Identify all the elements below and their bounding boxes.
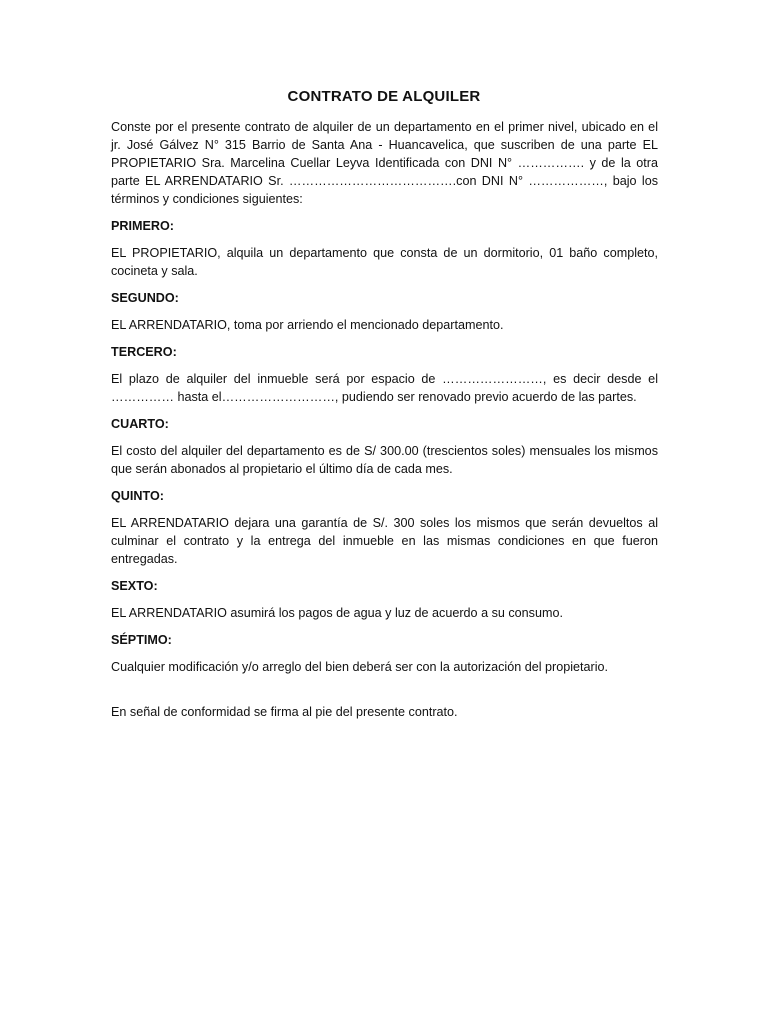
clause-heading-sexto: SEXTO: <box>111 579 158 593</box>
clause-text-tercero: El plazo de alquiler del inmueble será por espacio de ……………………, es decir desde el …………… hasta el………………………, pudiendo ser renovado previo acuerdo de las partes. <box>111 372 658 404</box>
clause-heading-quinto: QUINTO: <box>111 489 164 503</box>
intro-paragraph: Conste por el presente contrato de alquiler de un departamento en el primer nivel, ubicado en el jr. José Gálvez N° 315 Barrio de Santa Ana - Huancavelica, que suscriben de una parte EL PROPIETARIO Sra. Marcelina Cuellar Leyva Identificada con DNI N° ……………. y de la otra parte EL ARRENDATARIO Sr. ………………………………….con DNI N° ………………, bajo los términos y condiciones siguientes: <box>111 120 658 206</box>
clause-heading-segundo: SEGUNDO: <box>111 291 179 305</box>
clause-heading-septimo: SÉPTIMO: <box>111 633 172 647</box>
clause-heading-cuarto: CUARTO: <box>111 417 169 431</box>
closing-statement: En señal de conformidad se firma al pie del presente contrato. <box>111 705 458 719</box>
clause-heading-tercero: TERCERO: <box>111 345 177 359</box>
document-body <box>111 118 658 730</box>
clause-heading-primero: PRIMERO: <box>111 219 174 233</box>
clause-text-segundo: EL ARRENDATARIO, toma por arriendo el mencionado departamento. <box>111 318 504 332</box>
clause-text-sexto: EL ARRENDATARIO asumirá los pagos de agua y luz de acuerdo a su consumo. <box>111 606 563 620</box>
clause-text-septimo: Cualquier modificación y/o arreglo del bien deberá ser con la autorización del propietario. <box>111 660 609 674</box>
document-title: CONTRATO DE ALQUILER <box>287 88 481 105</box>
clause-text-quinto: EL ARRENDATARIO dejara una garantía de S/. 300 soles los mismos que serán devueltos al culminar el contrato y la entrega del inmueble en las mismas condiciones en que fueron entregadas. <box>111 516 658 566</box>
clause-text-cuarto: El costo del alquiler del departamento es de S/ 300.00 (trescientos soles) mensuales los mismos que serán abonados al propietario el último día de cada mes. <box>111 444 658 476</box>
clause-text-primero: EL PROPIETARIO, alquila un departamento que consta de un dormitorio, 01 baño completo, cocineta y sala. <box>111 246 658 278</box>
